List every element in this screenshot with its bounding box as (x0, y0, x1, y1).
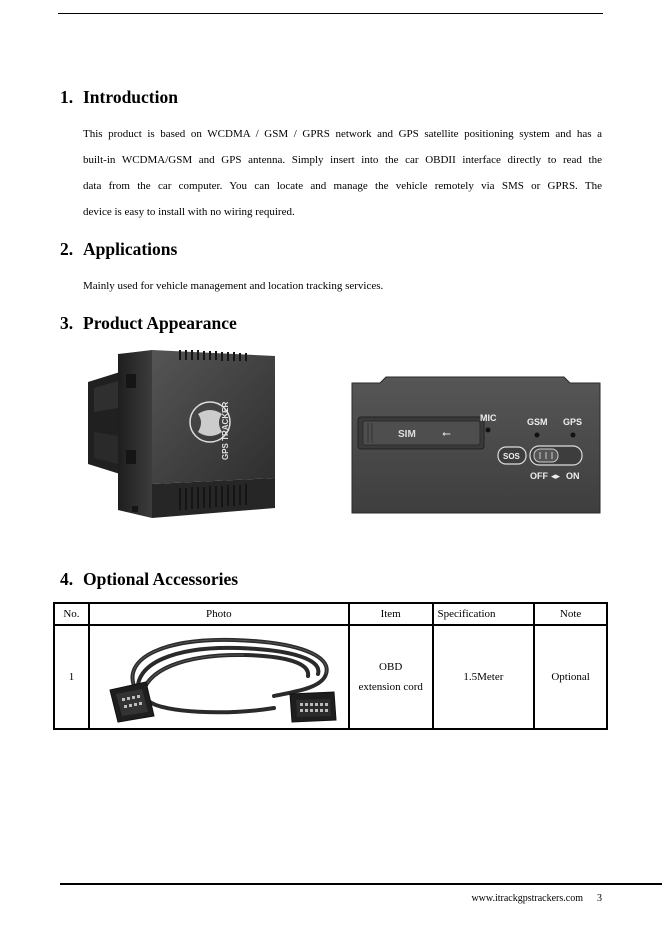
intro-line-3: data from the car computer. You can locate and manage the vehicle remotely via SMS or GPRS. The (83, 180, 602, 192)
header-item: Item (349, 603, 433, 625)
header-specification: Specification (433, 603, 535, 625)
header-rule (58, 13, 603, 14)
intro-paragraph (83, 121, 602, 225)
switch-on-label: ON (566, 471, 580, 481)
obd-cable-photo (94, 628, 344, 724)
cell-photo (89, 625, 349, 729)
page-number: 3 (597, 893, 602, 904)
intro-line-2: built-in WCDMA/GSM and GPS antenna. Simply insert into the car OBDII interface directly to read the (83, 154, 602, 166)
gsm-label: GSM (527, 417, 548, 427)
usb-icon: ⭠ (442, 427, 451, 440)
applications-paragraph: Mainly used for vehicle management and location tracking services. (83, 280, 384, 292)
gps-led (571, 433, 576, 438)
heading-optional-accessories: 4. Optional Accessories (60, 569, 239, 589)
footer-website: www.itrackgpstrackers.com (471, 893, 583, 904)
switch-arrow-icon: ◂▸ (551, 472, 561, 482)
cell-item: OBD extension cord (349, 625, 433, 729)
header-photo: Photo (89, 603, 349, 625)
cell-note: Optional (534, 625, 607, 729)
gsm-led (535, 433, 540, 438)
table-row (54, 625, 607, 729)
cell-no: 1 (54, 625, 89, 729)
accessories-table (53, 602, 608, 730)
gps-label: GPS (563, 417, 583, 427)
device-front-photo (80, 348, 285, 520)
intro-line-1: This product is based on WCDMA / GSM / GPRS network and GPS satellite positioning system and has a (83, 128, 602, 140)
footer-rule (60, 883, 662, 885)
heading-applications: 2. Applications (60, 239, 178, 259)
header-no: No. (54, 603, 89, 625)
device-logo-text: GPS TRACKER (221, 401, 230, 460)
heading-product-appearance: 3. Product Appearance (60, 313, 237, 333)
switch-off-label: OFF (530, 471, 548, 481)
intro-line-4: device is easy to install with no wiring required. (83, 206, 295, 218)
sos-button-label: SOS (503, 452, 520, 461)
device-panel-photo (350, 375, 602, 518)
mic-hole (486, 428, 491, 433)
heading-introduction: 1. Introduction (60, 87, 178, 107)
cell-specification: 1.5Meter (433, 625, 535, 729)
table-header-row (54, 603, 607, 625)
header-note: Note (534, 603, 607, 625)
mic-label: MIC (480, 413, 497, 423)
footer (471, 893, 602, 904)
sim-label: SIM (398, 429, 416, 440)
